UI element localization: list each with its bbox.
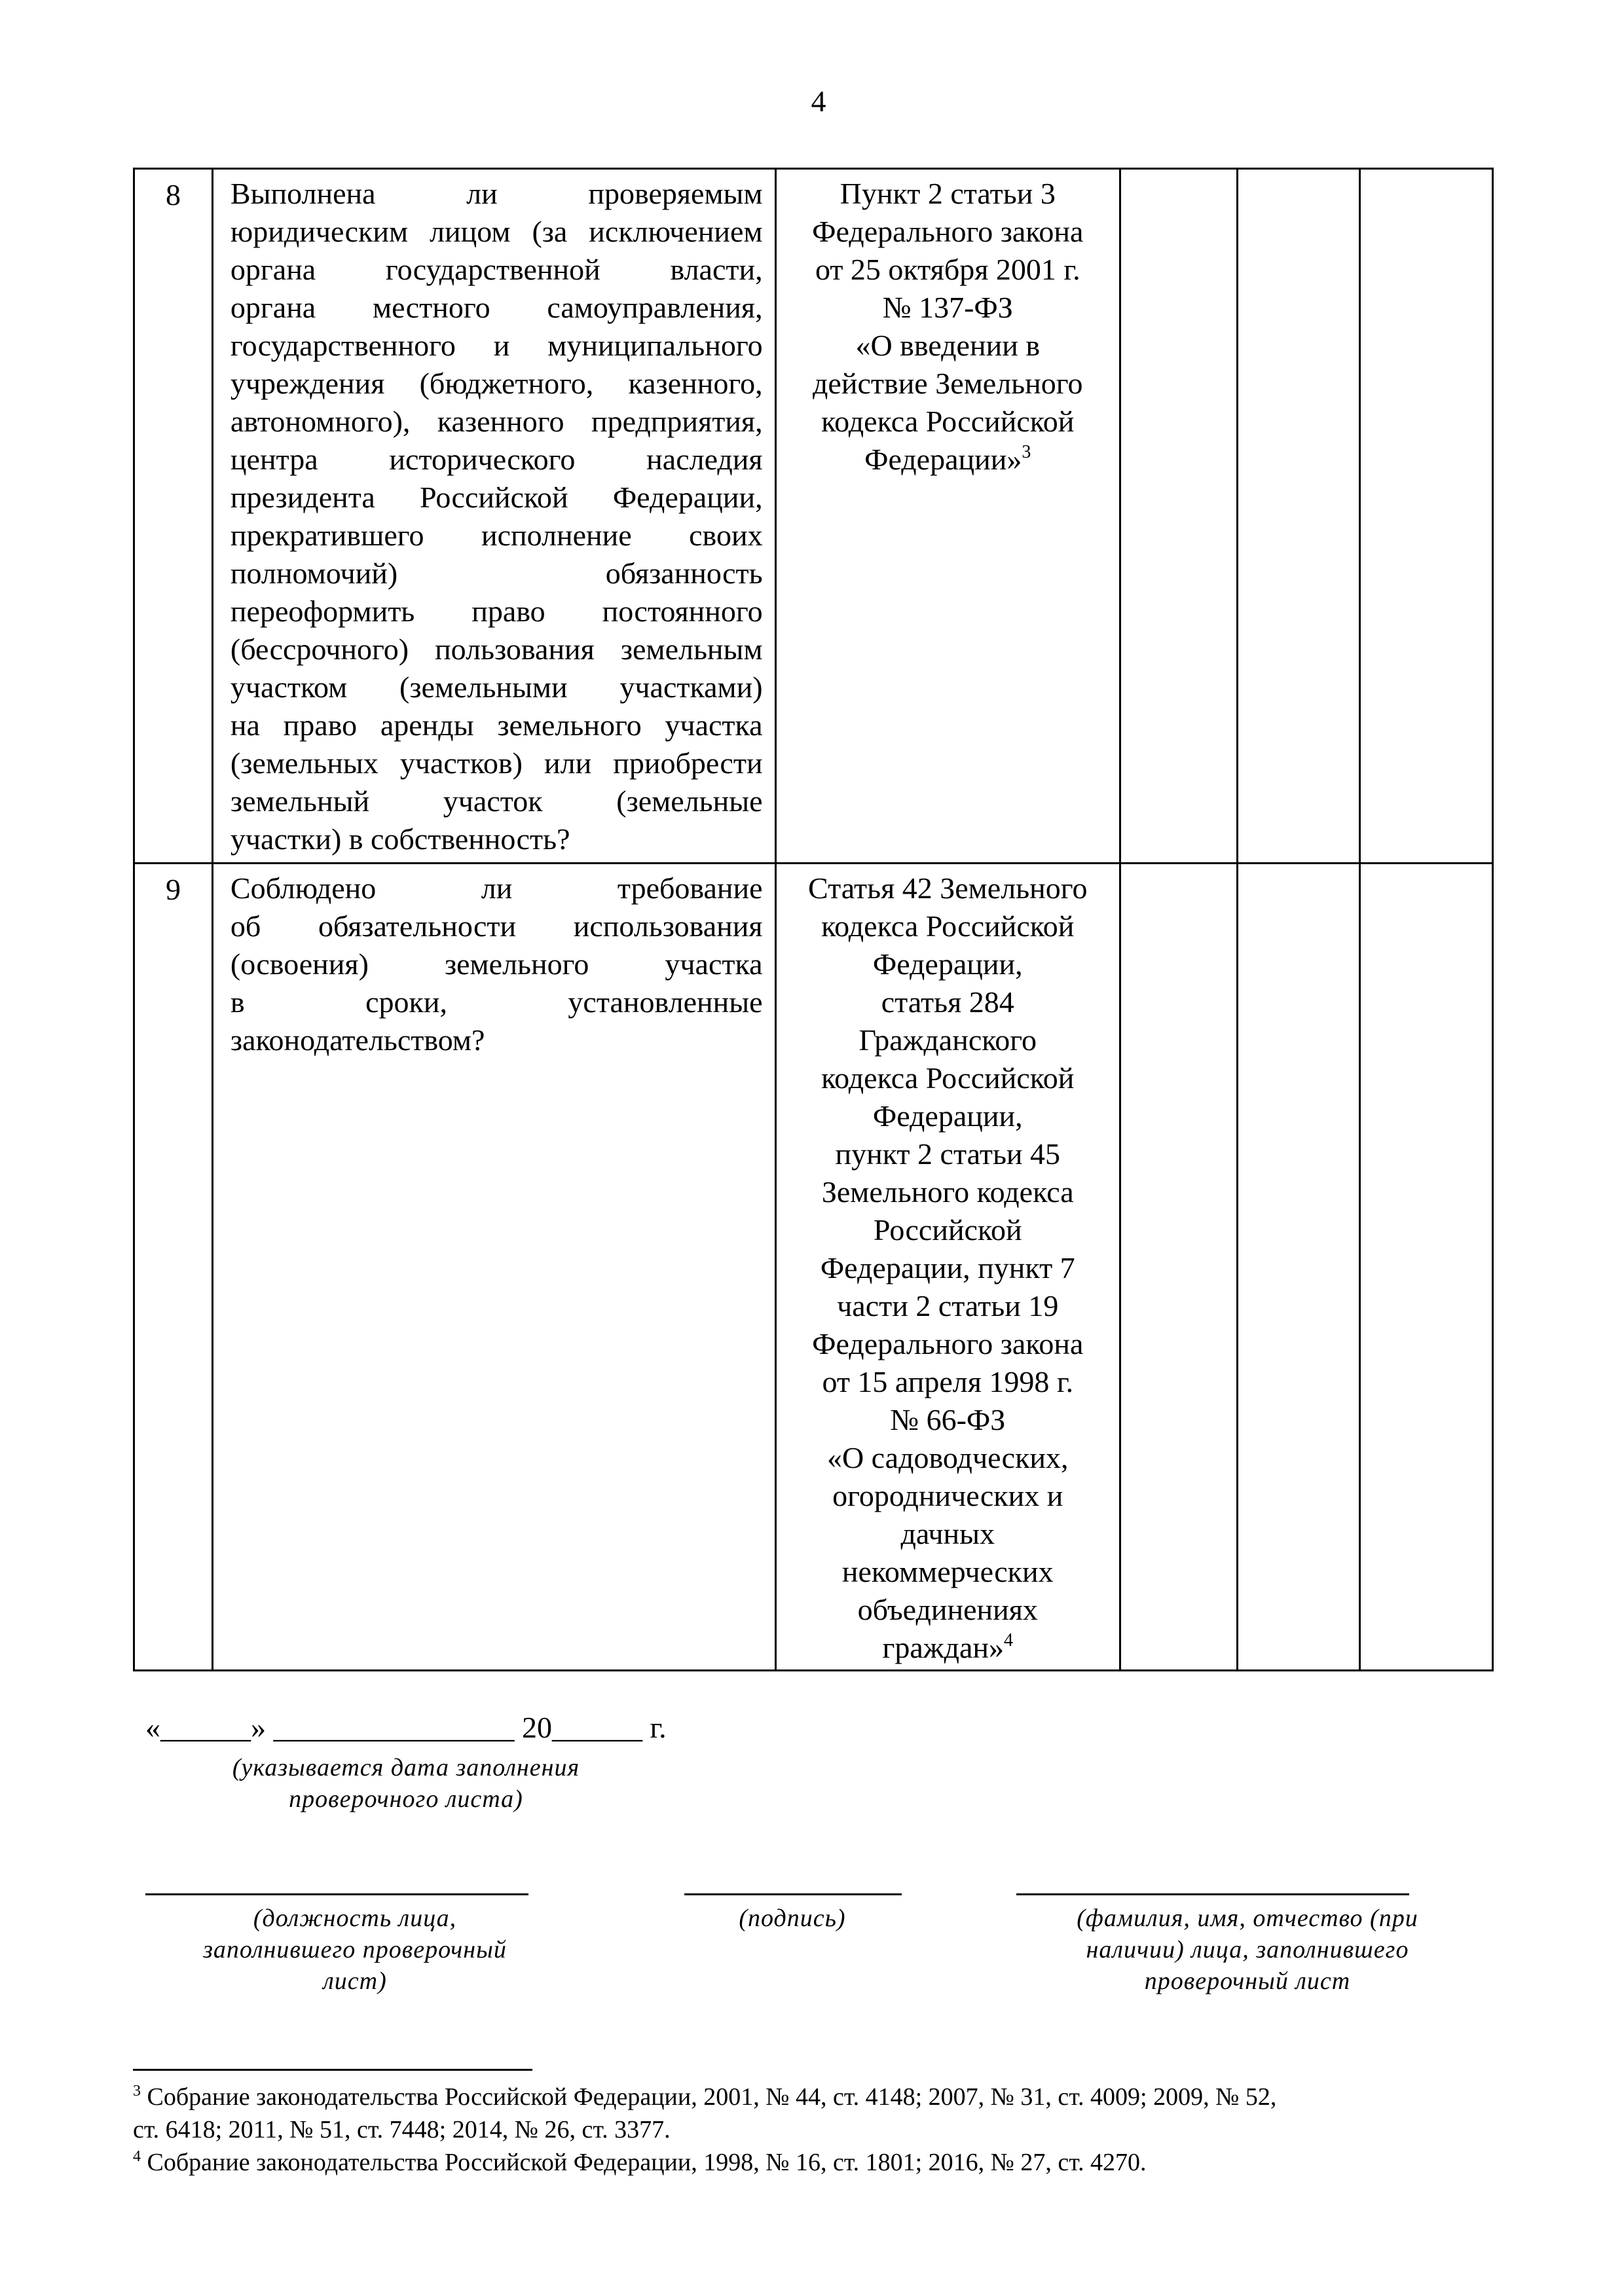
- date-note: [196, 1752, 616, 1815]
- position-note-line: (должность лица,: [253, 1904, 457, 1932]
- question-line: (бессрочного) пользования земельным: [230, 632, 763, 666]
- answer-na-cell[interactable]: [1359, 864, 1492, 1671]
- question-line: Выполнена ли проверяемым: [230, 177, 763, 210]
- reference-line: «О садоводческих,: [826, 1441, 1069, 1474]
- question-line: государственного и муниципального: [230, 329, 763, 362]
- footnote-line: ст. 6418; 2011, № 51, ст. 7448; 2014, № 26, ст. 3377.: [133, 2116, 671, 2143]
- reference-line: № 66-ФЗ: [890, 1403, 1006, 1436]
- question-line: прекратившего исполнение своих: [230, 519, 763, 552]
- reference-line: Российской: [873, 1213, 1022, 1247]
- question-line: учреждения (бюджетного, казенного,: [230, 367, 763, 400]
- table-row: [134, 864, 1493, 1671]
- question-cell: [212, 169, 775, 864]
- signature-rule: [684, 1893, 902, 1895]
- footnote-mark: 4: [133, 2148, 141, 2165]
- reference-line: № 137-ФЗ: [882, 291, 1013, 324]
- question-cell: [212, 864, 775, 1671]
- question-line: центра исторического наследия: [230, 443, 763, 476]
- question-line: (земельных участков) или приобрести: [230, 746, 763, 780]
- question-line: Соблюдено ли требование: [230, 871, 763, 905]
- name-note-line: наличии) лица, заполнившего: [1086, 1936, 1409, 1963]
- reference-line: Федерального закона: [812, 1327, 1084, 1360]
- question-line: в сроки, установленные: [230, 985, 763, 1019]
- legal-reference-cell: [775, 864, 1120, 1671]
- footnote-line: $^4$ Собрание законодательства Российской Федерации, 1998, № 16, ст. 1801; 2016, № 27, ст. 4270.: [133, 2148, 1147, 2176]
- question-line: органа местного самоуправления,: [230, 291, 763, 324]
- reference-line: Федерации,: [872, 947, 1023, 981]
- name-signature-rule: [1016, 1893, 1409, 1895]
- date-note-line: (указывается дата заполнения: [232, 1754, 580, 1781]
- name-note-line: проверочный лист: [1144, 1967, 1351, 1995]
- position-note-line: заполнившего проверочный: [203, 1936, 507, 1963]
- footnote-line: $^3$ Собрание законодательства Российской Федерации, 2001, № 44, ст. 4148; 2007, № 31, ст. 4009; 2009, № 52,: [133, 2083, 1277, 2111]
- question-line: переоформить право постоянного: [230, 594, 763, 628]
- reference-line: Федерации»$^3$: [864, 442, 1031, 476]
- footnote-mark: 4: [1004, 1630, 1014, 1650]
- question-line: на право аренды земельного участка: [230, 708, 763, 742]
- footnote-separator: [133, 2069, 532, 2071]
- reference-line: действие Земельного: [813, 367, 1083, 400]
- answer-yes-cell[interactable]: [1120, 169, 1237, 864]
- footnote-mark: 3: [133, 2083, 141, 2100]
- footnote-mark: 3: [1022, 442, 1031, 462]
- answer-yes-cell[interactable]: [1120, 864, 1237, 1671]
- question-line: земельный участок (земельные: [230, 784, 763, 818]
- legal-reference-cell: [775, 169, 1120, 864]
- reference-line: Статья 42 Земельного: [808, 871, 1088, 905]
- reference-line: «О введении в: [855, 329, 1041, 362]
- question-line: органа государственной власти,: [230, 253, 763, 286]
- reference-line: части 2 статьи 19: [837, 1289, 1059, 1322]
- name-note: [1031, 1903, 1464, 1997]
- reference-line: Федерации,: [872, 1099, 1023, 1133]
- reference-line: огороднических и: [832, 1479, 1063, 1512]
- reference-line: от 15 апреля 1998 г.: [822, 1365, 1074, 1398]
- reference-line: некоммерческих: [841, 1555, 1054, 1588]
- answer-na-cell[interactable]: [1359, 169, 1492, 864]
- reference-line: объединениях: [857, 1593, 1038, 1626]
- answer-no-cell[interactable]: [1237, 169, 1359, 864]
- reference-line: пункт 2 статьи 45: [835, 1137, 1061, 1171]
- reference-line: от 25 октября 2001 г.: [815, 253, 1080, 286]
- reference-line: Земельного кодекса: [821, 1175, 1074, 1209]
- reference-line: дачных: [900, 1517, 995, 1550]
- reference-line: кодекса Российской: [821, 1061, 1075, 1095]
- footnote-3: [133, 2081, 1494, 2146]
- question-line: юридическим лицом (за исключением: [230, 215, 763, 248]
- question-line: президента Российской Федерации,: [230, 481, 763, 514]
- answer-no-cell[interactable]: [1237, 864, 1359, 1671]
- date-line: «______» ________________ 20______ г.: [145, 1711, 667, 1744]
- row-number: 8: [134, 169, 213, 864]
- name-note-line: (фамилия, имя, отчество (при: [1077, 1904, 1418, 1932]
- question-line: об обязательности использования: [230, 909, 763, 943]
- reference-line: Федерального закона: [812, 215, 1084, 248]
- footnote-4: [133, 2146, 1494, 2179]
- question-line: участки) в собственность?: [230, 822, 570, 856]
- question-line: (освоения) земельного участка: [230, 947, 763, 981]
- position-note-line: лист): [323, 1967, 387, 1995]
- reference-line: кодекса Российской: [821, 909, 1075, 943]
- position-note: [152, 1903, 558, 1997]
- reference-line: граждан»$^4$: [882, 1630, 1014, 1664]
- footnotes: [133, 2081, 1494, 2179]
- question-line: участком (земельными участками): [230, 670, 763, 704]
- reference-line: Федерации, пункт 7: [820, 1251, 1075, 1285]
- row-number: 9: [134, 864, 213, 1671]
- reference-line: Гражданского: [858, 1023, 1037, 1057]
- question-line: законодательством?: [230, 1023, 485, 1057]
- page-number: 4: [811, 84, 826, 118]
- reference-line: Пункт 2 статьи 3: [840, 177, 1056, 210]
- position-signature-rule: [145, 1893, 528, 1895]
- table-row: [134, 169, 1493, 864]
- question-line: автономного), казенного предприятия,: [230, 405, 763, 438]
- date-note-line: проверочного листа): [289, 1785, 523, 1813]
- reference-line: статья 284: [881, 985, 1014, 1019]
- question-line: полномочий) обязанность: [230, 556, 763, 590]
- checklist-table: [133, 168, 1494, 1671]
- signature-note: (подпись): [739, 1904, 846, 1932]
- reference-line: кодекса Российской: [821, 405, 1075, 438]
